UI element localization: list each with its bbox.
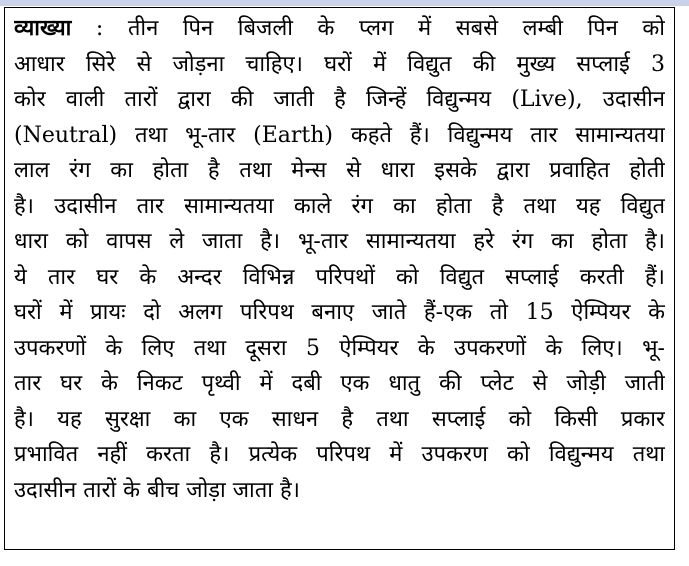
text-line-4: (Neutral) तथा भू-तार (Earth) कहते हैं। विद्युन्मय तार सामान्यतया <box>14 122 665 148</box>
text-line-7: धारा को वापस ले जाता है। भू-तार सामान्यतया हरे रंग का होता है। <box>14 229 665 254</box>
explanation-heading: व्याख्या <box>14 15 72 41</box>
header-strip <box>0 0 689 6</box>
text-line-8: ये तार घर के अन्दर विभिन्न परिपथों को विद्युत सप्लाई करती हैं। <box>14 264 665 290</box>
clipped-next-line <box>10 554 570 566</box>
explanation-box <box>4 7 675 550</box>
text-line-9: घरों में प्रायः दो अलग परिपथ बनाए जाते हैं-एक तो 15 ऐम्पियर के <box>14 300 665 325</box>
text-line-13: प्रभावित नहीं करता है। प्रत्येक परिपथ में उपकरण को विद्युन्मय तथा <box>14 442 665 467</box>
text-line-1-body: : तीन पिन बिजली के प्लग में सबसे लम्बी पिन को <box>71 16 665 41</box>
text-line-10: उपकरणों के लिए तथा दूसरा 5 ऐम्पियर के उपकरणों के लिए। भू- <box>14 335 665 361</box>
text-line-6: है। उदासीन तार सामान्यतया काले रंग का होता है तथा यह विद्युत <box>14 193 665 219</box>
text-line-1 <box>14 11 665 47</box>
text-line-5: लाल रंग का होता है तथा मेन्स से धारा इसके द्वारा प्रवाहित होती <box>14 158 665 183</box>
text-line-14: उदासीन तारों के बीच जोड़ा जाता है। <box>14 477 301 503</box>
text-line-11: तार घर के निकट पृथ्वी में दबी एक धातु की प्लेट से जोड़ी जाती <box>14 371 665 396</box>
text-line-3: कोर वाली तारों द्वारा की जाती है जिन्हें विद्युन्मय (Live), उदासीन <box>14 87 665 112</box>
text-line-2: आधार सिरे से जोड़ना चाहिए। घरों में विद्युत की मुख्य सप्लाई 3 <box>14 51 665 77</box>
text-line-12: है। यह सुरक्षा का एक साधन है तथा सप्लाई को किसी प्रकार <box>14 406 665 432</box>
